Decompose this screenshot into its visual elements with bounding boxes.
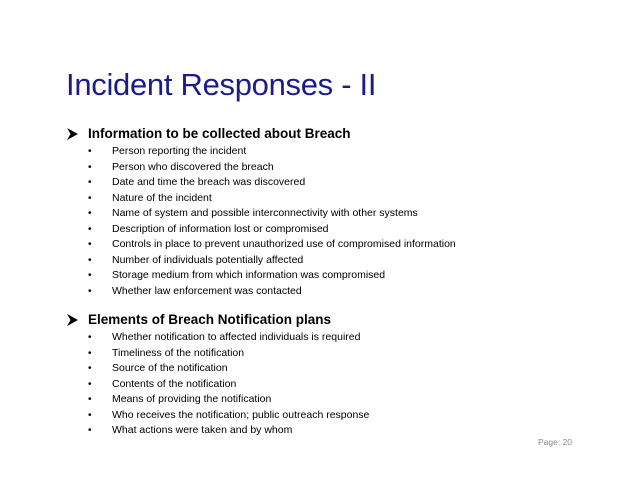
list-item-text: Contents of the notification xyxy=(112,377,237,390)
arrow-bullet-icon xyxy=(67,314,78,326)
bullet-dot: • xyxy=(88,192,92,204)
list-item-text: Source of the notification xyxy=(112,362,228,374)
list-item-text: Timeliness of the notification xyxy=(112,346,245,359)
list-item-text: Date and time the breach was discovered xyxy=(112,176,306,188)
bullet-dot: • xyxy=(88,285,92,297)
list-item-text: Controls in place to prevent unauthorized use of compromised information xyxy=(112,238,456,250)
list-item-text: Whether notification to affected individuals is required xyxy=(112,331,361,343)
list-item xyxy=(66,346,606,362)
section-heading-text: Elements of Breach Notification plans xyxy=(88,312,332,327)
list-item-text: Means of providing the notification xyxy=(112,393,272,405)
bullet-dot: • xyxy=(88,270,92,281)
list-item xyxy=(66,191,606,207)
bullet-dot: • xyxy=(88,254,92,266)
list-item-text: Person who discovered the breach xyxy=(112,160,274,173)
list-item-text: Whether law enforcement was contacted xyxy=(112,284,302,297)
list-item xyxy=(66,144,606,160)
bullet-dot: • xyxy=(88,223,92,235)
list-item xyxy=(66,160,606,176)
list-item xyxy=(66,175,606,191)
list-item xyxy=(66,268,606,284)
arrow-bullet-icon xyxy=(67,128,78,140)
list-item xyxy=(66,237,606,253)
list-item xyxy=(66,206,606,222)
list-item-text: Name of system and possible interconnectivity with other systems xyxy=(112,207,418,219)
bullet-list xyxy=(66,144,606,299)
section-heading-text: Information to be collected about Breach xyxy=(88,126,351,141)
list-item-text: Number of individuals potentially affected xyxy=(112,253,304,266)
list-item-text: What actions were taken and by whom xyxy=(112,424,293,436)
bullet-dot: • xyxy=(88,332,92,343)
list-item-text: Storage medium from which information was compromised xyxy=(112,269,386,281)
bullet-dot: • xyxy=(88,347,92,359)
list-item xyxy=(66,361,606,377)
section-breach-information xyxy=(66,124,606,299)
bullet-dot: • xyxy=(88,177,92,188)
list-item xyxy=(66,392,606,408)
bullet-dot: • xyxy=(88,409,92,421)
list-item-text: Person reporting the incident xyxy=(112,145,247,157)
list-item xyxy=(66,284,606,300)
bullet-dot: • xyxy=(88,378,92,390)
section-heading xyxy=(66,124,606,144)
section-heading xyxy=(66,310,606,330)
bullet-dot: • xyxy=(88,425,92,436)
list-item-text: Description of information lost or compromised xyxy=(112,222,329,235)
bullet-dot: • xyxy=(88,161,92,173)
list-item xyxy=(66,408,606,424)
bullet-dot: • xyxy=(88,146,92,157)
list-item xyxy=(66,377,606,393)
page-number: Page: 20 xyxy=(537,437,572,447)
list-item-text: Who receives the notification; public outreach response xyxy=(112,408,370,421)
list-item xyxy=(66,253,606,269)
bullet-dot: • xyxy=(88,363,92,374)
bullet-dot: • xyxy=(88,208,92,219)
slide-title: Incident Responses - II xyxy=(66,67,377,102)
bullet-list xyxy=(66,330,606,439)
section-notification-plans xyxy=(66,310,606,439)
list-item xyxy=(66,222,606,238)
list-item-text: Nature of the incident xyxy=(112,191,212,204)
bullet-dot: • xyxy=(88,394,92,405)
bullet-dot: • xyxy=(88,239,92,250)
list-item xyxy=(66,330,606,346)
list-item xyxy=(66,423,606,439)
